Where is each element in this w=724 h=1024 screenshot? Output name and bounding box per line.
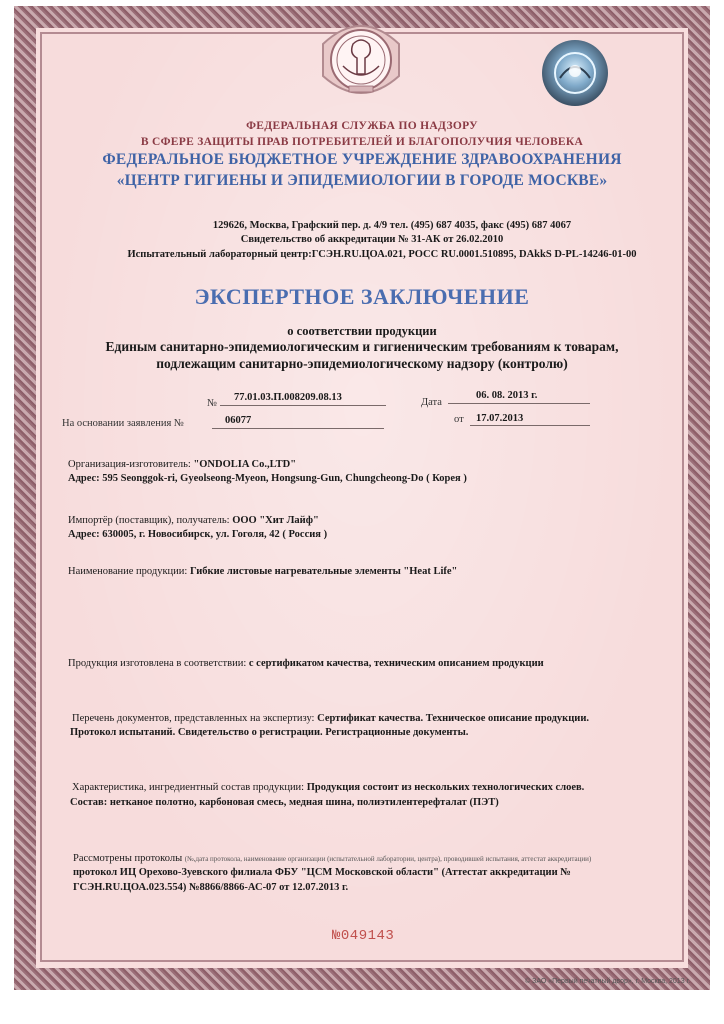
product-label: Наименование продукции: [68, 566, 188, 577]
application-underline [212, 428, 384, 429]
documents-row-2 [70, 727, 468, 738]
date-underline [448, 403, 590, 404]
produced-label: Продукция изготовлена в соответствии: [68, 658, 247, 669]
importer-row [68, 515, 319, 526]
characteristics-row [72, 782, 584, 793]
importer-label: Импортёр (поставщик), получатель: [68, 515, 230, 526]
characteristics-row-2 [70, 797, 499, 808]
importer-address [68, 529, 327, 540]
accreditation-certificate: Свидетельство об аккредитации № 31-АК от 26.02.2010 [240, 234, 504, 245]
application-from-label: от [454, 414, 464, 425]
header-agency-scope: В СФЕРЕ ЗАЩИТЫ ПРАВ ПОТРЕБИТЕЛЕЙ И БЛАГОПОЛУЧИЯ ЧЕЛОВЕКА [140, 136, 584, 148]
date-label: Дата [421, 397, 442, 408]
manufacturer-address-text: Адрес: 595 Seonggok-ri, Gyeolseong-Myeon, Hongsung-Gun, Chungcheong-Do ( Корея ) [68, 473, 467, 484]
documents-value-1: Сертификат качества. Техническое описание продукции. [317, 713, 589, 724]
documents-value-2: Протокол испытаний. Свидетельство о регистрации. Регистрационные документы. [70, 727, 469, 738]
importer-name: ООО "Хит Лайф" [232, 515, 319, 526]
document-subtitle-1: о соответствии продукции [287, 324, 437, 338]
header-institution: ФЕДЕРАЛЬНОЕ БЮДЖЕТНОЕ УЧРЕЖДЕНИЕ ЗДРАВООХРАНЕНИЯ [102, 151, 622, 168]
testing-lab-center: Испытательный лабораторный центр:ГСЭН.RU.ЦОА.021, РОСС RU.0001.510895, DAkkS D-PL-14246-01-00 [127, 249, 637, 260]
protocols-row-2 [73, 867, 571, 878]
manufacturer-row [68, 459, 296, 470]
importer-address-text: Адрес: 630005, г. Новосибирск, ул. Гоголя, 42 ( Россия ) [68, 529, 328, 540]
document-subtitle-2: Единым санитарно-эпидемиологическим и гигиеническим требованиям к товарам, [105, 339, 619, 354]
protocols-value-1: протокол ИЦ Орехово-Зуевского филиала ФБУ "ЦСМ Московской области" (Аттестат аккредитации № [73, 867, 571, 878]
protocols-row [73, 853, 591, 864]
header-agency: ФЕДЕРАЛЬНАЯ СЛУЖБА ПО НАДЗОРУ [246, 120, 478, 132]
manufacturer-address [68, 473, 467, 484]
characteristics-value-2: Состав: нетканое полотно, карбоновая смесь, медная шина, полиэтилентерефталат (ПЭТ) [70, 797, 499, 808]
institution-address: 129626, Москва, Графский пер. д. 4/9 тел. (495) 687 4035, факс (495) 687 4067 [212, 220, 572, 231]
protocols-value-2: ГСЭН.RU.ЦОА.023.554) №8866/8866-АС-07 от 12.07.2013 г. [73, 882, 349, 893]
documents-label: Перечень документов, представленных на экспертизу: [72, 713, 315, 724]
product-row [68, 566, 457, 577]
emblem-seal-icon [313, 14, 409, 106]
characteristics-value-1: Продукция состоит из нескольких технологических слоев. [306, 782, 585, 793]
application-date-underline [470, 425, 590, 426]
number-label: № [207, 398, 218, 409]
number-underline [220, 405, 386, 406]
document-subtitle-3: подлежащим санитарно-эпидемиологическому надзору (контролю) [156, 356, 568, 371]
document-title: ЭКСПЕРТНОЕ ЗАКЛЮЧЕНИЕ [194, 284, 530, 309]
conclusion-date: 06. 08. 2013 г. [476, 390, 538, 401]
produced-row [68, 658, 544, 669]
manufacturer-name: "ONDOLIA Co.,LTD" [193, 459, 297, 470]
header-institution-name: «ЦЕНТР ГИГИЕНЫ И ЭПИДЕМИОЛОГИИ В ГОРОДЕ МОСКВЕ» [116, 172, 608, 189]
characteristics-label: Характеристика, ингредиентный состав продукции: [72, 782, 305, 793]
conclusion-number: 77.01.03.П.008209.08.13 [234, 392, 342, 403]
manufacturer-label: Организация-изготовитель: [68, 459, 191, 470]
protocols-label: Рассмотрены протоколы [73, 853, 183, 864]
documents-row [72, 713, 589, 724]
protocols-note: (№,дата протокола, наименование организации (испытательной лаборатории, центра), проводившей испытания, аттестат аккредитации) [184, 855, 592, 863]
printer-footer: © ЗАО «Первый печатный двор», г. Москва, 2013 г. [525, 978, 691, 985]
application-label: На основании заявления № [62, 418, 184, 429]
produced-value: с сертификатом качества, техническим описанием продукции [248, 658, 544, 669]
hologram-icon [540, 38, 610, 108]
product-name: Гибкие листовые нагревательные элементы "Heat Life" [189, 566, 458, 577]
serial-number: №049143 [332, 928, 395, 944]
application-date: 17.07.2013 [476, 413, 524, 424]
application-number: 06077 [225, 415, 252, 426]
protocols-row-3 [73, 882, 348, 893]
